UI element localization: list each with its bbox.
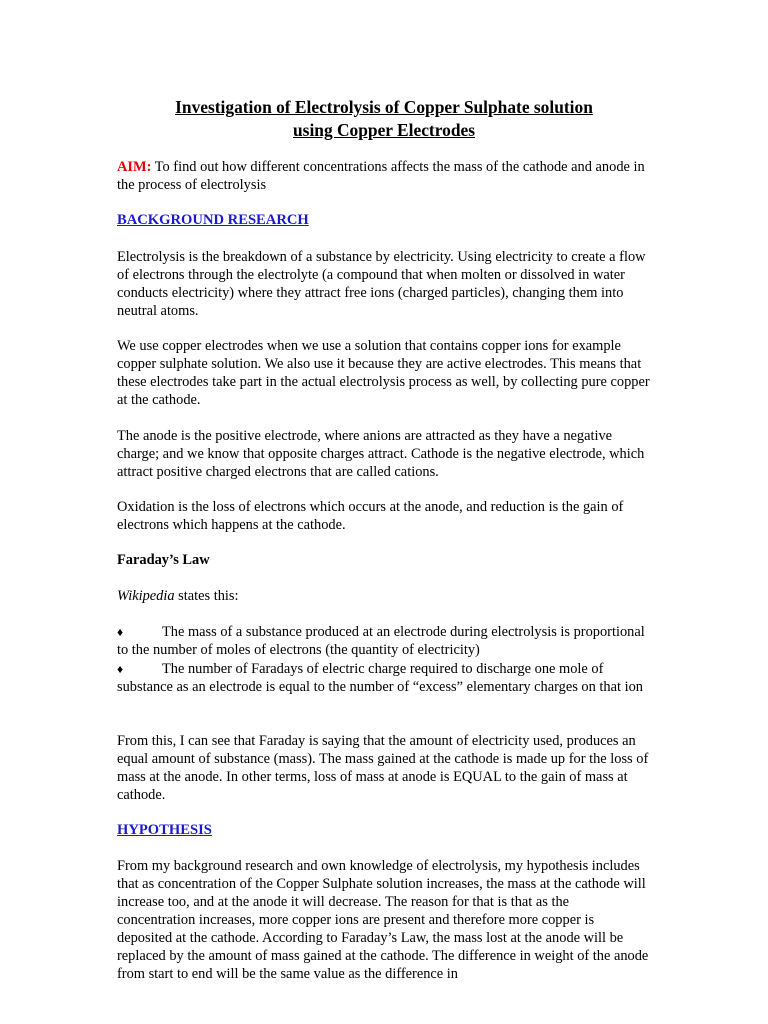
title-line-1: Investigation of Electrolysis of Copper Sulphate solution: [175, 97, 593, 117]
diamond-bullet-icon: ♦: [117, 625, 124, 639]
faraday-bullet-1-text: The mass of a substance produced at an electrode during electrolysis is proportional to the number of moles of electrons (the quantity of electricity): [117, 624, 645, 658]
background-paragraph-2: We use copper electrodes when we use a solution that contains copper ions for example copper sulphate solution. We also use it because they are active electrodes. This means that these electrodes take part in the actual electrolysis process as well, by collecting pure copper at the cathode.: [117, 338, 650, 408]
document-title: [110, 96, 658, 142]
diamond-bullet-icon: ♦: [117, 662, 124, 676]
aim-paragraph: [117, 158, 650, 194]
background-paragraph-1: Electrolysis is the breakdown of a substance by electricity. Using electricity to create a flow of electrons through the electrolyte (a compound that when molten or dissolved in water conducts electricity) where they attract free ions (charged particles), changing them into neutral atoms.: [117, 249, 646, 319]
faraday-intro: [117, 587, 650, 605]
background-paragraph-4: Oxidation is the loss of electrons which occurs at the anode, and reduction is the gain of electrons which happens at the cathode.: [117, 499, 624, 533]
faradays-law-heading: Faraday’s Law: [117, 552, 210, 568]
faraday-bullet-2: [117, 660, 650, 696]
faraday-bullet-2-text: The number of Faradays of electric charge required to discharge one mole of substance as an electrode is equal to the number of “excess” elementary charges on that ion: [117, 661, 643, 695]
title-line-2: using Copper Electrodes: [293, 120, 475, 140]
background-research-heading: BACKGROUND RESEARCH: [117, 212, 309, 228]
hypothesis-paragraph: From my background research and own knowledge of electrolysis, my hypothesis includes that as concentration of the Copper Sulphate solution increases, the mass at the cathode will increase too, and at the anode it will decrease. The reason for that is that as the concentration increases, more copper ions are present and therefore more copper is deposited at the cathode. According to Faraday’s Law, the mass lost at the anode will be replaced by the amount of mass gained at the cathode. The difference in weight of the anode from start to end will be the same value as the difference in: [117, 858, 649, 982]
faraday-bullet-1: [117, 623, 650, 659]
aim-label: AIM:: [117, 159, 152, 175]
faraday-conclusion: From this, I can see that Faraday is saying that the amount of electricity used, produces an equal amount of substance (mass). The mass gained at the cathode is made up for the loss of mass at the anode. In other terms, loss of mass at anode is EQUAL to the gain of mass at cathode.: [117, 733, 649, 803]
aim-text: To find out how different concentrations affects the mass of the cathode and anode in the process of electrolysis: [117, 159, 645, 193]
faraday-states: states this:: [174, 588, 239, 604]
wikipedia-source: Wikipedia: [117, 588, 175, 604]
hypothesis-heading: HYPOTHESIS: [117, 822, 212, 838]
background-paragraph-3: The anode is the positive electrode, where anions are attracted as they have a negative charge; and we know that opposite charges attract. Cathode is the negative electrode, which attract positive charged electrons that are called cations.: [117, 428, 645, 480]
